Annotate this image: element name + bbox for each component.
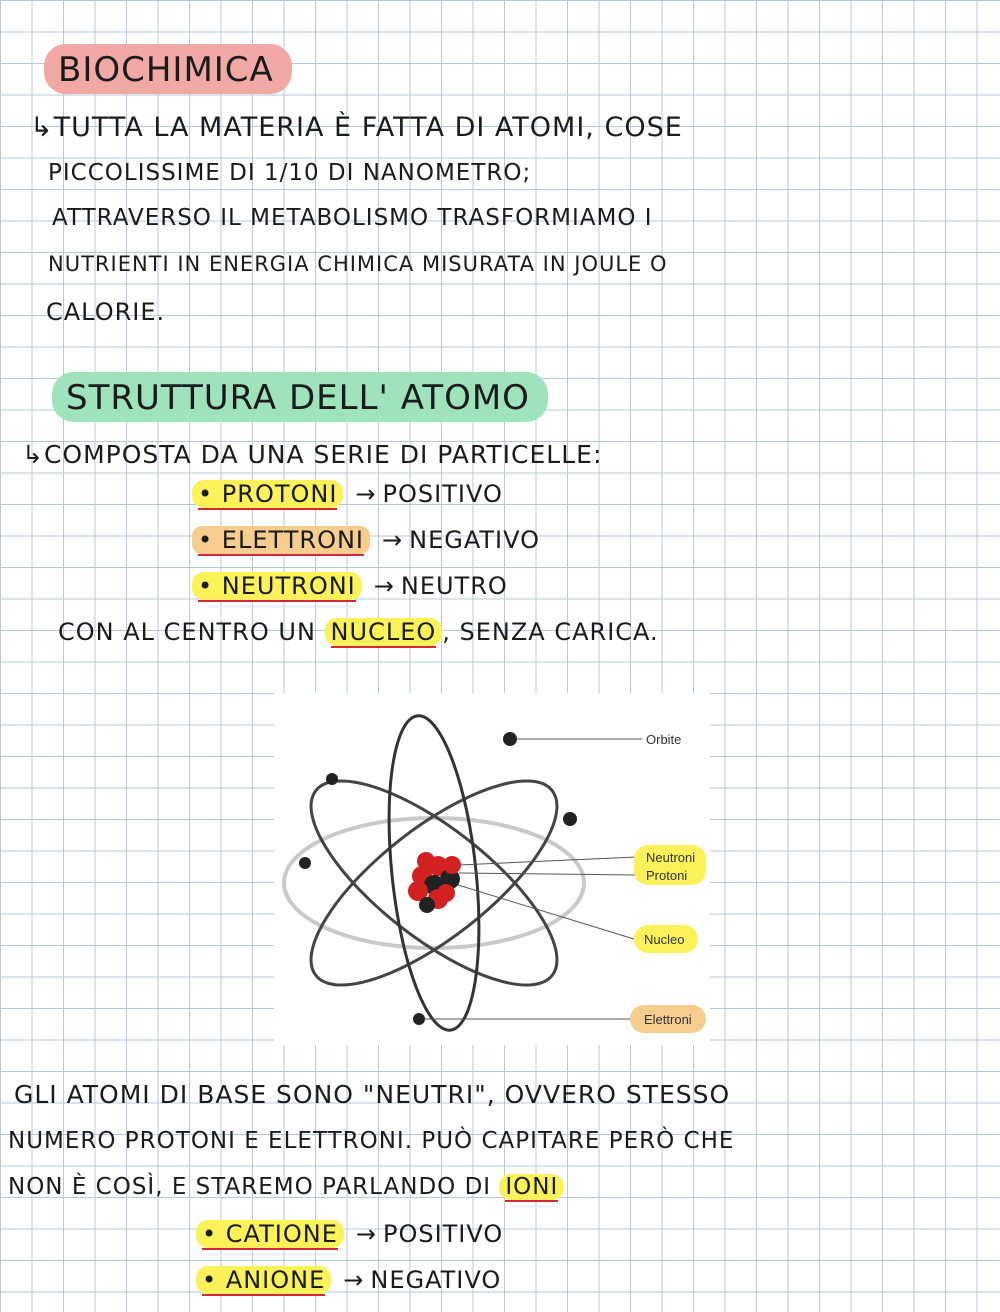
ioni-word: IONI xyxy=(505,1174,559,1200)
text-line: PICCOLISSIME DI 1/10 DI NANOMETRO; xyxy=(48,160,532,186)
particle-item-neutroni xyxy=(192,572,508,600)
particle-item-protoni xyxy=(192,480,503,508)
label-protoni: Protoni xyxy=(646,868,688,883)
heading-struttura-atomo: STRUTTURA DELL' ATOMO xyxy=(52,372,548,422)
particle-charge: NEGATIVO xyxy=(409,526,541,554)
ion-name: • ANIONE xyxy=(202,1266,326,1294)
electron xyxy=(563,812,577,826)
leader-line xyxy=(459,873,636,875)
ion-item-anione xyxy=(196,1266,501,1294)
particle-charge: NEUTRO xyxy=(400,572,508,600)
text-line: ATTRAVERSO IL METABOLISMO TRASFORMIAMO I xyxy=(52,205,653,231)
electron xyxy=(503,732,517,746)
ion-charge: POSITIVO xyxy=(382,1220,504,1248)
label-orbite: Orbite xyxy=(646,732,682,747)
text-line: GLI ATOMI DI BASE SONO "NEUTRI", OVVERO STESSO xyxy=(14,1080,731,1109)
text-line: ↳TUTTA LA MATERIA È FATTA DI ATOMI, COSE xyxy=(30,112,683,143)
arrow-icon: → xyxy=(355,480,377,508)
text-line: NUMERO PROTONI E ELETTRONI. PUÒ CAPITARE PERÒ CHE xyxy=(8,1128,735,1154)
atom-diagram xyxy=(274,693,710,1045)
arrow-icon: → xyxy=(355,1220,377,1248)
particle-name: • NEUTRONI xyxy=(198,572,356,600)
arrow-icon: → xyxy=(382,526,404,554)
ion-name: • CATIONE xyxy=(202,1220,338,1248)
nucleo-word: NUCLEO xyxy=(330,618,437,646)
text-line: CALORIE. xyxy=(46,298,166,326)
particle-name: • PROTONI xyxy=(198,480,338,508)
text-line-nucleo: CON AL CENTRO UN NUCLEO , SENZA CARICA. xyxy=(58,618,659,646)
electron xyxy=(299,857,311,869)
leader-line xyxy=(459,857,636,865)
ion-charge: NEGATIVO xyxy=(370,1266,502,1294)
ion-item-catione xyxy=(196,1220,503,1248)
electron xyxy=(326,773,338,785)
label-nucleo: Nucleo xyxy=(644,932,685,947)
text-line: NUTRIENTI IN ENERGIA CHIMICA MISURATA IN JOULE O xyxy=(48,252,668,276)
heading-biochimica: BIOCHIMICA xyxy=(44,44,292,94)
particle-charge: POSITIVO xyxy=(382,480,503,508)
label-neutroni: Neutroni xyxy=(646,850,696,865)
particle-name: • ELETTRONI xyxy=(198,526,364,554)
arrow-icon: → xyxy=(373,572,395,600)
label-elettroni: Elettroni xyxy=(644,1012,692,1027)
particle-item-elettroni xyxy=(192,526,540,554)
nucleus xyxy=(408,852,461,913)
atom-diagram-svg xyxy=(274,693,710,1045)
electron xyxy=(413,1013,425,1025)
text-line: ↳COMPOSTA DA UNA SERIE DI PARTICELLE: xyxy=(22,440,603,469)
text-line-ioni: NON È COSÌ, E STAREMO PARLANDO DI IONI xyxy=(8,1174,564,1200)
arrow-icon: → xyxy=(343,1266,365,1294)
